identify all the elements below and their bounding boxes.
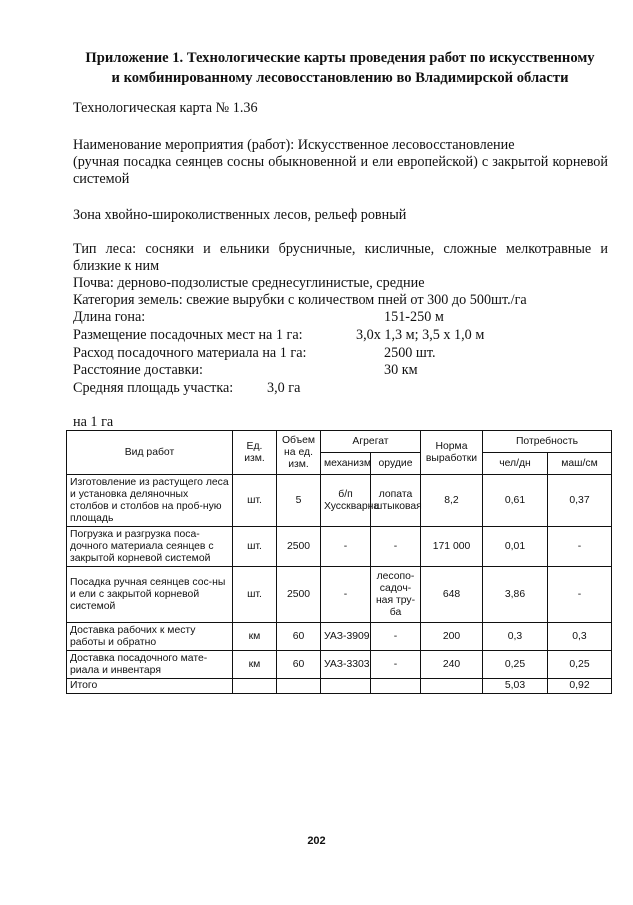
row-unit: км	[233, 651, 277, 679]
activity-description: (ручная посадка сеянцев сосны обыкновенной и ели европейской) с закрытой корневой системой	[73, 154, 608, 187]
row-tool: -	[371, 527, 421, 567]
row-volume: 2500	[277, 567, 321, 623]
delivery-distance-value: 30 км	[384, 362, 418, 378]
row-machine-shifts: 0,37	[548, 475, 612, 527]
row-work: Изготовление из растущего леса и установка деляночных столбов и столбов на проб-ную площадь	[67, 475, 233, 527]
technology-table	[66, 430, 612, 694]
row-man-days: 0,61	[483, 475, 548, 527]
heading-line-1: Приложение 1. Технологические карты проведения работ по искусственному	[85, 50, 595, 66]
header-work: Вид работ	[67, 431, 233, 475]
header-unit: Ед. изм.	[233, 431, 277, 475]
row-work: Доставка посадочного мате-риала и инвентаря	[67, 651, 233, 679]
average-area-label: Средняя площадь участка:	[73, 380, 234, 396]
forest-type: Тип леса: сосняки и ельники брусничные, кисличные, сложные мелкотравные и близкие к ним	[73, 241, 608, 274]
table-row	[67, 567, 612, 623]
header-man-days: чел/дн	[483, 453, 548, 475]
row-machine-shifts: -	[548, 567, 612, 623]
row-work: Посадка ручная сеянцев сос-ны и ели с закрытой корневой системой	[67, 567, 233, 623]
heading-line-2: и комбинированному лесовосстановлению во Владимирской области	[111, 70, 569, 86]
table-total-row	[67, 679, 612, 694]
row-unit: шт.	[233, 475, 277, 527]
total-man-days: 5,03	[483, 679, 548, 694]
row-tool: -	[371, 623, 421, 651]
row-mechanism: б/п Хусскварна	[321, 475, 371, 527]
row-volume: 60	[277, 651, 321, 679]
row-man-days: 0,25	[483, 651, 548, 679]
header-mechanism: механизм	[321, 453, 371, 475]
row-norm: 648	[421, 567, 483, 623]
row-volume: 5	[277, 475, 321, 527]
row-volume: 60	[277, 623, 321, 651]
row-machine-shifts: 0,3	[548, 623, 612, 651]
header-norm: Норма выработки	[421, 431, 483, 475]
gon-length-label: Длина гона:	[73, 309, 146, 325]
row-mechanism: УАЗ-3909	[321, 623, 371, 651]
row-mechanism: -	[321, 567, 371, 623]
row-man-days: 3,86	[483, 567, 548, 623]
land-category: Категория земель: свежие вырубки с количеством пней от 300 до 500шт./га	[73, 292, 527, 308]
delivery-distance-label: Расстояние доставки:	[73, 362, 203, 378]
page-heading	[60, 48, 620, 88]
material-consumption-label: Расход посадочного материала на 1 га:	[73, 345, 307, 361]
table-row	[67, 623, 612, 651]
header-volume: Объем на ед. изм.	[277, 431, 321, 475]
row-machine-shifts: 0,25	[548, 651, 612, 679]
row-tool: -	[371, 651, 421, 679]
header-aggregate: Агрегат	[321, 431, 421, 453]
row-norm: 171 000	[421, 527, 483, 567]
table-row	[67, 475, 612, 527]
average-area-value: 3,0 га	[267, 380, 301, 396]
soil-type: Почва: дерново-подзолистые среднесуглинистые, средние	[73, 275, 425, 291]
row-man-days: 0,3	[483, 623, 548, 651]
header-machine-shifts: маш/см	[548, 453, 612, 475]
gon-length-value: 151-250 м	[384, 309, 444, 325]
card-number: Технологическая карта № 1.36	[73, 100, 258, 116]
forest-zone: Зона хвойно-широколиственных лесов, рельеф ровный	[73, 207, 407, 223]
row-mechanism: УАЗ-3303	[321, 651, 371, 679]
placement-label: Размещение посадочных мест на 1 га:	[73, 327, 303, 343]
placement-value: 3,0х 1,3 м; 3,5 х 1,0 м	[356, 327, 485, 343]
row-tool: лесопо-садоч-ная тру-ба	[371, 567, 421, 623]
row-man-days: 0,01	[483, 527, 548, 567]
row-norm: 240	[421, 651, 483, 679]
header-need: Потребность	[483, 431, 612, 453]
table-row	[67, 651, 612, 679]
material-consumption-value: 2500 шт.	[384, 345, 436, 361]
row-unit: шт.	[233, 527, 277, 567]
total-machine-shifts: 0,92	[548, 679, 612, 694]
row-tool: лопата штыковая	[371, 475, 421, 527]
row-unit: км	[233, 623, 277, 651]
row-machine-shifts: -	[548, 527, 612, 567]
row-norm: 200	[421, 623, 483, 651]
page-number: 202	[307, 835, 326, 847]
header-tool: орудие	[371, 453, 421, 475]
table-unit-label: на 1 га	[73, 414, 114, 430]
total-label: Итого	[67, 679, 233, 694]
row-mechanism: -	[321, 527, 371, 567]
table-row	[67, 527, 612, 567]
row-work: Погрузка и разгрузка поса-дочного материала сеянцев с закрытой корневой системой	[67, 527, 233, 567]
row-norm: 8,2	[421, 475, 483, 527]
row-work: Доставка рабочих к месту работы и обратно	[67, 623, 233, 651]
row-unit: шт.	[233, 567, 277, 623]
row-volume: 2500	[277, 527, 321, 567]
activity-title: Наименование мероприятия (работ): Искусственное лесовосстановление	[73, 137, 515, 153]
